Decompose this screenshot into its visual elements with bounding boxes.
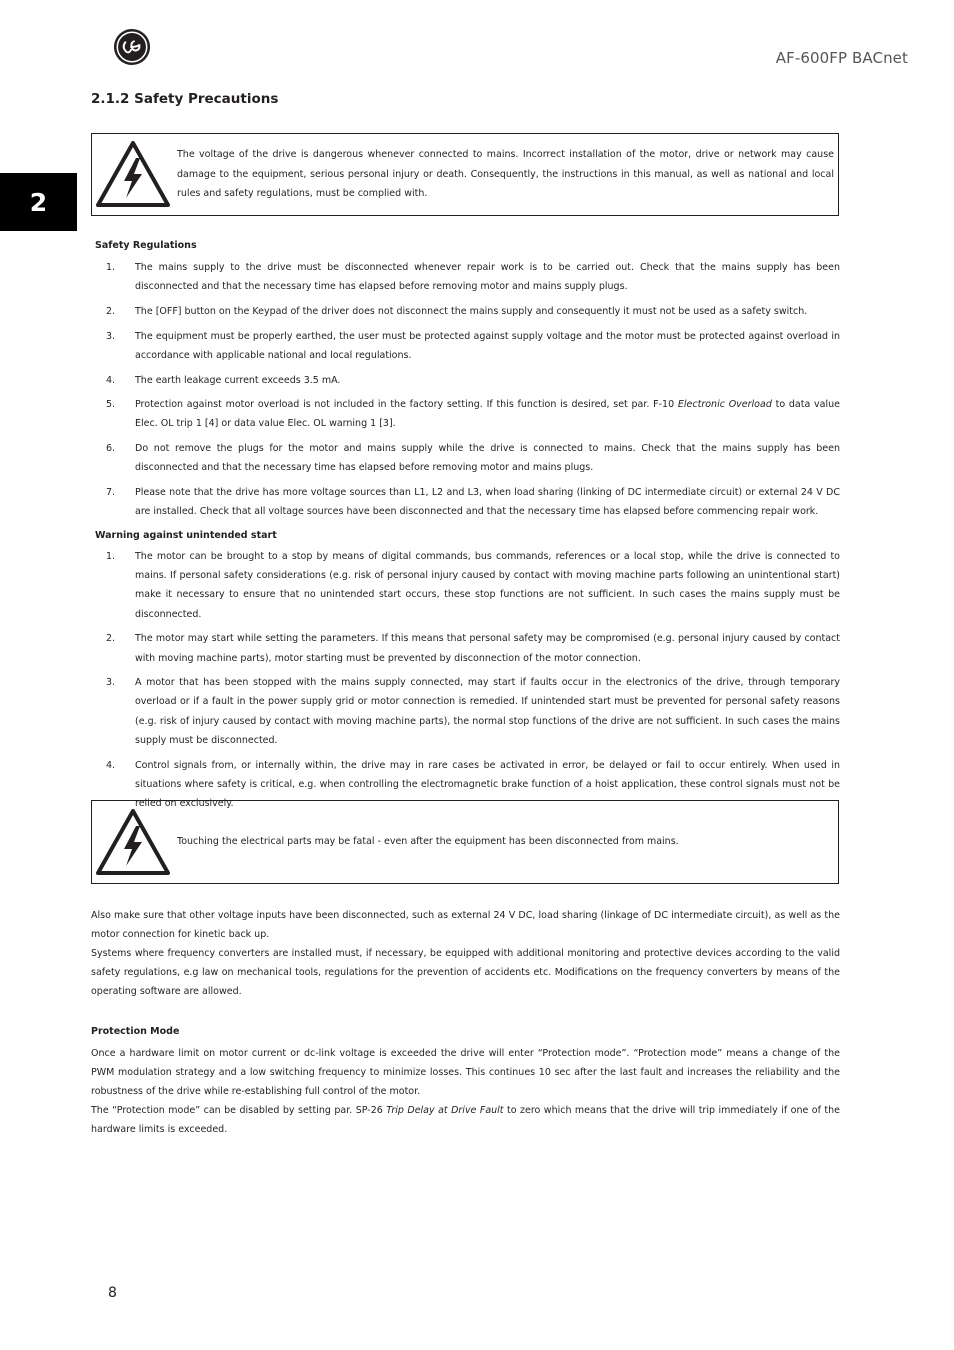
list-item: 2. The motor may start while setting the parameters. If this means that personal safety may be compromised (e.g. personal injury caused by contact with moving machine parts), motor starting must be prevented by disconnection of the motor connection. (106, 633, 840, 664)
document-title: AF-600FP BACnet (775, 49, 908, 67)
list-item: 4. Control signals from, or internally within, the drive may in rare cases be activated in error, be delayed or fail to occur entirely. When used in situations where safety is critical, e.g. when controlling the electromagnetic brake function of a hoist application, these control signals must not be relied on exclusively. (106, 759, 840, 809)
chapter-tab: 2 (0, 173, 77, 231)
page-number: 8 (108, 1285, 117, 1301)
high-voltage-warning-icon (95, 140, 171, 208)
parameter-name: Trip Delay at Drive Fault (386, 1105, 504, 1116)
list-item: 1. The mains supply to the drive must be disconnected whenever repair work is to be carried out. Check that the mains supply has been disconnected and that the necessary time has elapsed before removing motor and mains supply plugs. (106, 262, 840, 293)
warning-text: Touching the electrical parts may be fatal - even after the equipment has been disconnected from mains. (177, 836, 679, 847)
list-item: 3. The equipment must be properly earthed, the user must be protected against supply voltage and the motor must be protected against overload in accordance with applicable national and local regulations. (106, 330, 840, 361)
paragraph-other-voltage-inputs: Also make sure that other voltage inputs have been disconnected, such as external 24 V DC, load sharing (linkage of DC intermediate circuit), as well as the motor connection for kinetic back up. (91, 910, 840, 941)
ge-logo-icon (113, 28, 151, 66)
parameter-name: Electronic Overload (677, 399, 772, 411)
warning-box-touching (91, 800, 839, 884)
warning-box-voltage (91, 133, 839, 216)
safety-regulations-list (91, 258, 840, 527)
warning-text: The voltage of the drive is dangerous whenever connected to mains. Incorrect installation of the motor, drive or network may cause damage to the equipment, serious personal injury or death. Consequently, the instructions in this manual, as well as national and local rules and safety regulations, must be complied with. (177, 149, 834, 199)
high-voltage-warning-icon (95, 808, 171, 876)
paragraph-protection-mode-disable: The “Protection mode” can be disabled by setting par. SP-26 Trip Delay at Drive Fault to zero which means that the drive will trip immediately if one of the hardware limits is exceeded. (91, 1105, 841, 1136)
list-item: 1. The motor can be brought to a stop by means of digital commands, bus commands, references or a local stop, while the drive is connected to mains. If personal safety considerations (e.g. risk of personal injury caused by contact with moving machine parts following an unintentional start) make it necessary to ensure that no unintended start occurs, these stop functions are not sufficient. In such cases the mains supply must be disconnected. (106, 551, 840, 620)
unintended-start-heading: Warning against unintended start (95, 530, 277, 541)
list-item: 3. A motor that has been stopped with the mains supply connected, may start if faults occur in the electronics of the drive, through temporary overload or if a fault in the power supply grid or motor connection is remedied. If unintended start must be prevented for personal safety reasons (e.g. risk of injury caused by contact with moving machine parts), the normal stop functions of the drive are not sufficient. In such cases the mains supply must be disconnected. (106, 677, 840, 746)
safety-regulations-heading: Safety Regulations (95, 240, 197, 251)
list-item: 4. The earth leakage current exceeds 3.5 mA. (106, 374, 341, 386)
protection-mode-heading: Protection Mode (91, 1026, 180, 1037)
list-item: 7. Please note that the drive has more voltage sources than L1, L2 and L3, when load sharing (linking of DC intermediate circuit) or external 24 V DC are installed. Check that all voltage sources have been disconnected and that the necessary time has elapsed before commencing repair work. (106, 487, 840, 518)
list-item: 2. The [OFF] button on the Keypad of the driver does not disconnect the mains supply and consequently it must not be used as a safety switch. (106, 305, 808, 317)
paragraph-monitoring-devices: Systems where frequency converters are installed must, if necessary, be equipped with additional monitoring and protective devices according to the valid safety regulations, e.g law on mechanical tools, regulations for the prevention of accidents etc. Modifications on the frequency converters by means of the operating software are allowed. (91, 948, 840, 998)
list-item: 5. Protection against motor overload is not included in the factory setting. If this function is desired, set par. F-10 Electronic Overload to data value Elec. OL trip 1 [4] or data value Elec. OL warning 1 [3]. (106, 399, 840, 430)
list-item: 6. Do not remove the plugs for the motor and mains supply while the drive is connected to mains. Check that the mains supply has been disconnected and that the necessary time has elapsed before removing motor and mains plugs. (106, 443, 840, 474)
section-heading: 2.1.2 Safety Precautions (91, 91, 279, 107)
paragraph-protection-mode: Once a hardware limit on motor current or dc-link voltage is exceeded the drive will enter “Protection mode”. “Protection mode” means a change of the PWM modulation strategy and a low switching frequency to minimize losses. This continues 10 sec after the last fault and increases the reliability and the robustness of the drive while re-establishing full control of the motor. (91, 1048, 840, 1098)
unintended-start-list (91, 547, 840, 819)
